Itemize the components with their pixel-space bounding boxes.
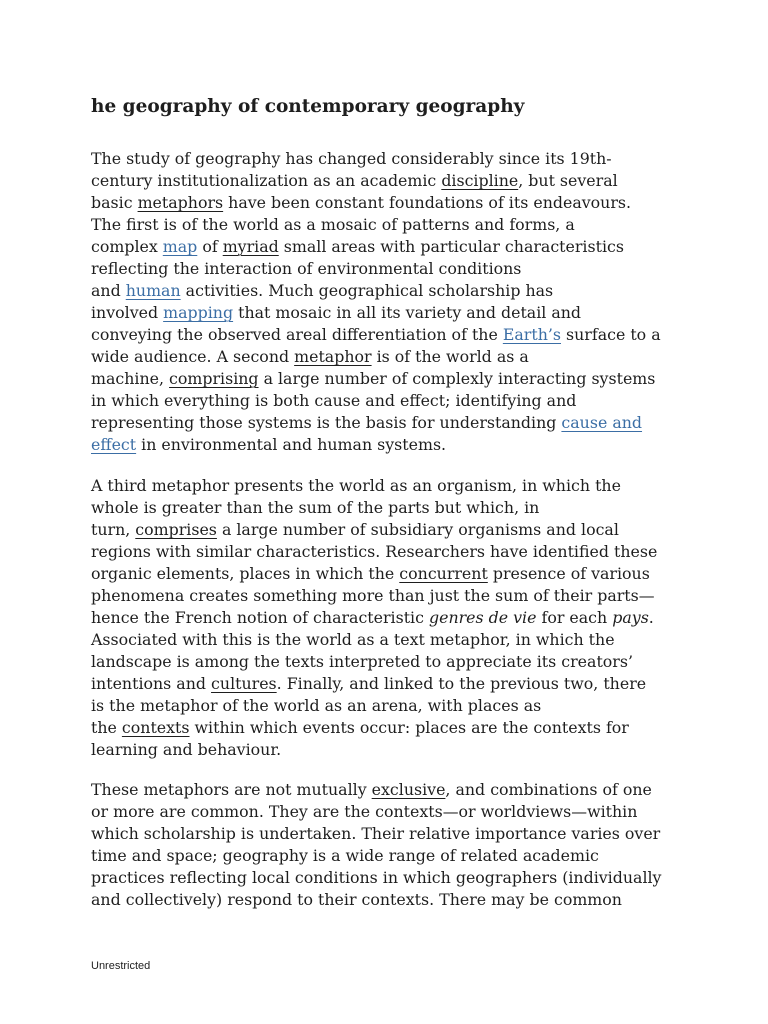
text-line xyxy=(91,779,661,801)
text-line xyxy=(91,324,661,346)
text-line xyxy=(91,214,661,236)
text-line xyxy=(91,845,661,867)
text-run: a large number of subsidiary organisms and local xyxy=(216,520,619,539)
glossary-term: metaphors xyxy=(137,193,224,212)
text-run: intentions and xyxy=(91,674,212,693)
text-line xyxy=(91,801,661,823)
hyperlink[interactable]: cause and xyxy=(561,413,643,432)
paragraph-2 xyxy=(91,475,657,761)
text-line xyxy=(91,607,657,629)
text-run: regions with similar characteristics. Researchers have identified these xyxy=(91,542,658,561)
text-line xyxy=(91,390,661,412)
glossary-term: comprising xyxy=(169,369,259,388)
text-run: Associated with this is the world as a text metaphor, in which the xyxy=(91,630,615,649)
text-run: The study of geography has changed considerably since its 19th- xyxy=(91,149,612,168)
text-line xyxy=(91,629,657,651)
text-line xyxy=(91,368,661,390)
text-line xyxy=(91,148,661,170)
text-run: and collectively) respond to their contexts. There may be common xyxy=(91,890,622,909)
text-run: whole is greater than the sum of the parts but which, in xyxy=(91,498,540,517)
text-run: is the metaphor of the world as an arena, with places as xyxy=(91,696,542,715)
text-line xyxy=(91,346,661,368)
text-run: . Finally, and linked to the previous two, there xyxy=(276,674,647,693)
text-run: learning and behaviour. xyxy=(91,740,282,759)
hyperlink[interactable]: effect xyxy=(91,435,137,454)
text-run: machine, xyxy=(91,369,170,388)
text-run: conveying the observed areal differentiation of the xyxy=(91,325,503,344)
paragraph-3 xyxy=(91,779,661,911)
text-line xyxy=(91,236,661,258)
text-run: that mosaic in all its variety and detail and xyxy=(233,303,582,322)
classification-footer: Unrestricted xyxy=(91,960,151,972)
text-line xyxy=(91,412,661,434)
text-line xyxy=(91,541,657,563)
text-run: within which events occur: places are the contexts for xyxy=(189,718,629,737)
text-run: , but several xyxy=(518,171,618,190)
text-line xyxy=(91,497,657,519)
text-line xyxy=(91,673,657,695)
text-run: landscape is among the texts interpreted to appreciate its creators’ xyxy=(91,652,633,671)
text-run: These metaphors are not mutually xyxy=(91,780,372,799)
glossary-term: exclusive xyxy=(371,780,446,799)
text-line xyxy=(91,519,657,541)
text-line xyxy=(91,192,661,214)
glossary-term: contexts xyxy=(121,718,190,737)
text-run: , and combinations of one xyxy=(445,780,652,799)
text-line xyxy=(91,867,661,889)
text-run: century institutionalization as an academic xyxy=(91,171,442,190)
text-run: . xyxy=(648,608,654,627)
text-line xyxy=(91,739,657,761)
text-run: hence the French notion of characteristic xyxy=(91,608,429,627)
text-line xyxy=(91,695,657,717)
text-run: practices reflecting local conditions in which geographers (individually xyxy=(91,868,662,887)
text-run: turn, xyxy=(91,520,136,539)
paragraph-1 xyxy=(91,148,661,456)
text-line xyxy=(91,170,661,192)
text-run: A third metaphor presents the world as an organism, in which the xyxy=(91,476,621,495)
glossary-term: discipline xyxy=(441,171,519,190)
text-run: wide audience. A second xyxy=(91,347,295,366)
text-run: is of the world as a xyxy=(371,347,529,366)
hyperlink[interactable]: Earth’s xyxy=(502,325,561,344)
text-run: phenomena creates something more than just the sum of their parts— xyxy=(91,586,655,605)
text-line xyxy=(91,563,657,585)
italic-term: genres de vie xyxy=(428,608,537,627)
text-line xyxy=(91,302,661,324)
text-line xyxy=(91,889,661,911)
page-title: he geography of contemporary geography xyxy=(91,96,525,117)
text-line xyxy=(91,280,661,302)
text-run: organic elements, places in which the xyxy=(91,564,400,583)
text-run: surface to a xyxy=(561,325,661,344)
text-run: the xyxy=(91,718,122,737)
text-run: which scholarship is undertaken. Their relative importance varies over xyxy=(91,824,661,843)
glossary-term: concurrent xyxy=(399,564,488,583)
text-run: time and space; geography is a wide range of related academic xyxy=(91,846,599,865)
text-line xyxy=(91,823,661,845)
text-run: complex xyxy=(91,237,163,256)
hyperlink[interactable]: map xyxy=(162,237,198,256)
glossary-term: comprises xyxy=(135,520,217,539)
text-line xyxy=(91,475,657,497)
text-run: basic xyxy=(91,193,138,212)
text-run: activities. Much geographical scholarship has xyxy=(180,281,554,300)
text-run: involved xyxy=(91,303,164,322)
text-run: a large number of complexly interacting systems xyxy=(258,369,656,388)
text-run: reflecting the interaction of environmental conditions xyxy=(91,259,522,278)
text-run: of xyxy=(197,237,223,256)
italic-term: pays xyxy=(612,608,649,627)
glossary-term: cultures xyxy=(211,674,277,693)
text-line xyxy=(91,717,657,739)
text-line xyxy=(91,651,657,673)
text-run: in which everything is both cause and effect; identifying and xyxy=(91,391,577,410)
text-run: for each xyxy=(536,608,613,627)
text-line xyxy=(91,258,661,280)
text-run: presence of various xyxy=(487,564,650,583)
text-run: have been constant foundations of its endeavours. xyxy=(223,193,632,212)
text-run: representing those systems is the basis for understanding xyxy=(91,413,562,432)
glossary-term: myriad xyxy=(222,237,279,256)
text-run: small areas with particular characteristics xyxy=(278,237,624,256)
hyperlink[interactable]: human xyxy=(125,281,181,300)
glossary-term: metaphor xyxy=(294,347,372,366)
text-line xyxy=(91,585,657,607)
text-run: The first is of the world as a mosaic of patterns and forms, a xyxy=(91,215,575,234)
text-run: or more are common. They are the contexts—or worldviews—within xyxy=(91,802,638,821)
text-run: and xyxy=(91,281,126,300)
text-run: in environmental and human systems. xyxy=(136,435,447,454)
text-line xyxy=(91,434,661,456)
hyperlink[interactable]: mapping xyxy=(163,303,234,322)
